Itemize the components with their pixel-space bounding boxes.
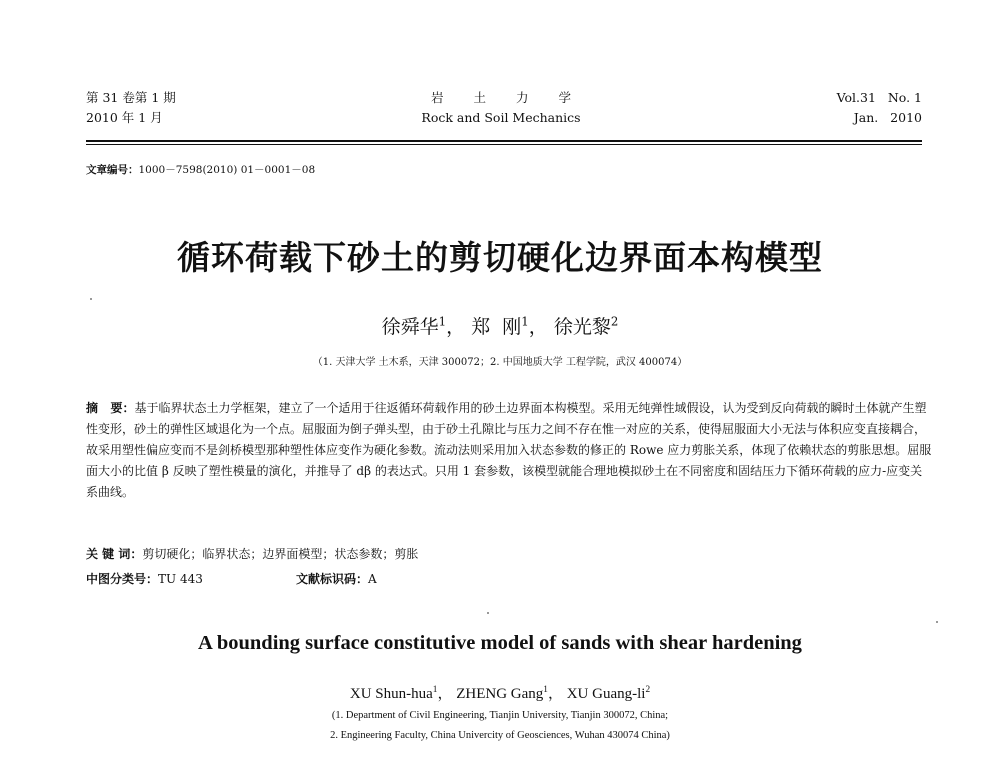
publication-date-en: Jan. 2010 [853, 110, 922, 125]
author-cn: 郑 刚$^1$， [471, 314, 548, 338]
page-title-en: A bounding surface constitutive model of sands with shear hardening [198, 632, 802, 654]
scan-speck [936, 621, 938, 623]
keywords-cn [86, 545, 418, 562]
clc-label: 中图分类号： [86, 572, 159, 586]
journal-name-cn: 岩土力学 [430, 90, 601, 105]
article-number-label: 文章编号： [86, 164, 139, 176]
publication-date: 2010 年 1 月 [86, 110, 163, 125]
volume-issue: 第 31 卷第 1 期 [86, 90, 176, 105]
header-rule-thin [86, 144, 922, 145]
author-en: XU Shun-hua$^1$， [349, 685, 453, 702]
scan-speck [487, 612, 489, 614]
keywords-text: 剪切硬化；临界状态；边界面模型；状态参数；剪胀 [142, 547, 419, 561]
journal-name [376, 88, 626, 128]
journal-issue-info-en [760, 88, 922, 128]
document-code [296, 570, 377, 587]
keywords-label: 关 键 词： [86, 547, 143, 561]
affiliations-cn: （1. 天津大学 土木系，天津 300072；2. 中国地质大学 工程学院，武汉 400074） [312, 357, 688, 368]
article-number [86, 162, 315, 177]
header-rule-thick [86, 140, 922, 142]
page-title-cn: 循环荷载下砂土的剪切硬化边界面本构模型 [177, 238, 823, 277]
author-en: XU Guang-$li^2$ [566, 685, 651, 702]
doc-code-value: A [368, 572, 377, 586]
author-cn: 徐舜华$^1$， [381, 314, 466, 338]
scan-speck [90, 298, 92, 300]
abstract-label: 摘 要： [86, 401, 135, 415]
abstract-cn [86, 398, 932, 503]
article-number-value: 1000－7598(2010) 01－0001－08 [138, 164, 316, 176]
affiliation-en-line: 2. Engineering Faculty, China Univercity of Geosciences, Wuhan 430074 China) [330, 730, 670, 741]
author-cn: 徐光黎$^2$ [553, 314, 619, 338]
volume-issue-en: Vol.31 No. 1 [836, 90, 922, 105]
doc-code-label: 文献标识码： [296, 572, 369, 586]
author-en: ZHENG Gang$^1$， [456, 685, 563, 702]
clc-value: TU 443 [158, 572, 203, 586]
authors-en [0, 682, 1000, 703]
abstract-text: 基于临界状态土力学框架，建立了一个适用于往返循环荷载作用的砂土边界面本构模型。采用无纯弹性域假设，认为受到反向荷载的瞬时土体就产生塑性变形，砂土的弹性区域退化为一个点。屈服面为倒子弹头型，由于砂土孔隙比与压力之间不存在惟一对应的关系，使得屈服面大小无法与体积应变直接耦合，故采用塑性偏应变而不是剑桥模型那种塑性体应变作为硬化参数。流动法则采用加入状态参数的修正的 Rowe 应力剪胀关系，体现了依赖状态的剪胀思想。屈服面大小的比值 β 反映了塑性模量的演化，并推导了 dβ 的表达式。只用 1 套参数，该模型就能合理地模拟砂土在不同密度和固结压力下循环荷载的应力-应变关系曲线。 [86, 401, 932, 499]
authors-cn [0, 312, 1000, 339]
affiliation-en-line: (1. Department of Civil Engineering, Tianjin University, Tianjin 300072, China; [331, 710, 669, 721]
journal-issue-info [86, 88, 176, 128]
journal-name-en: Rock and Soil Mechanics [421, 110, 581, 125]
